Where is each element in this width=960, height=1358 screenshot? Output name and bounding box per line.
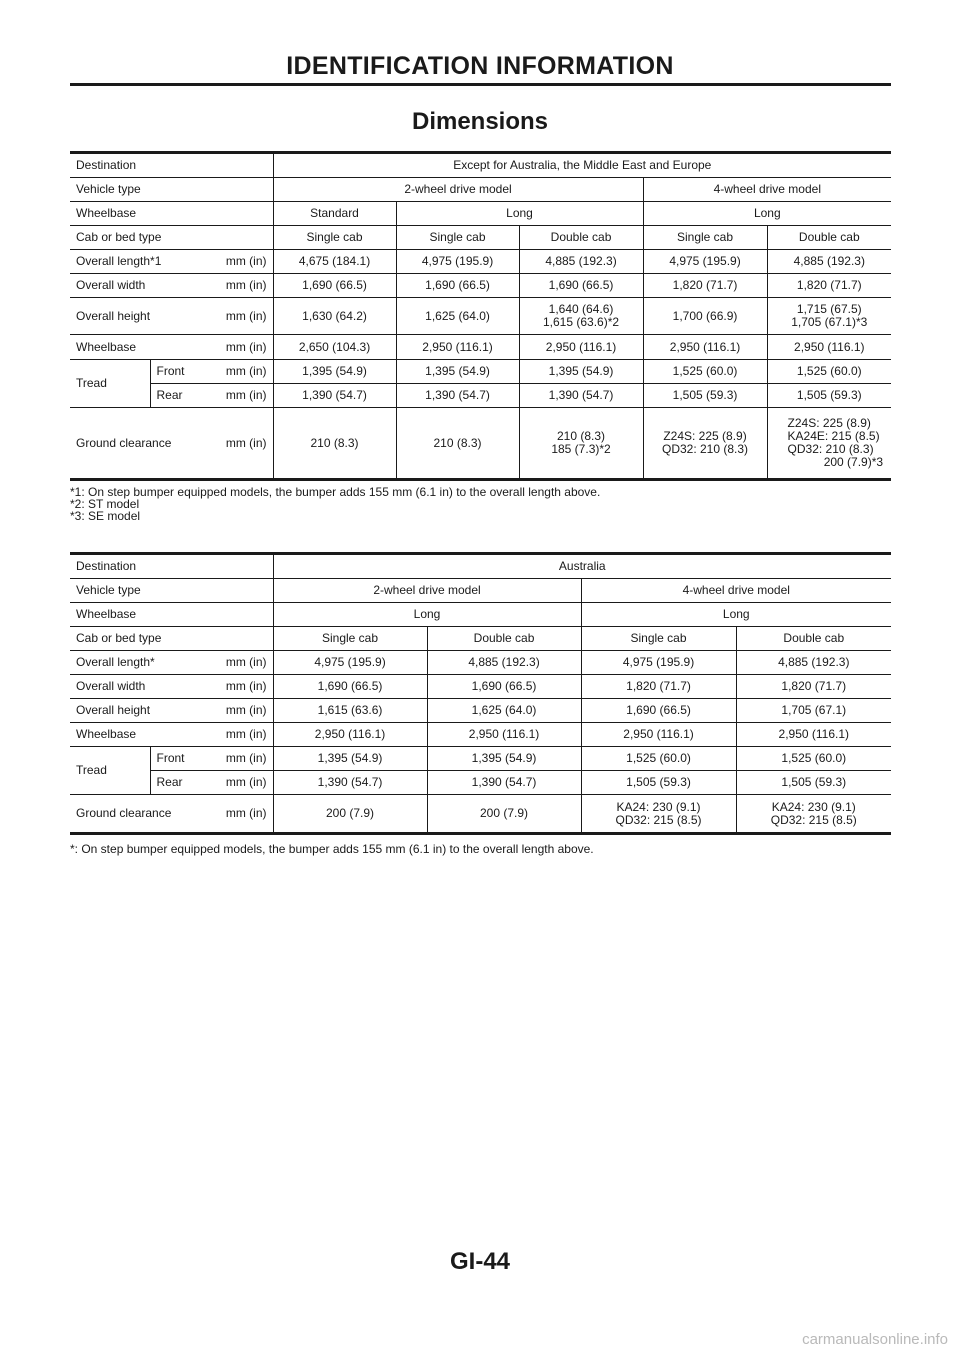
row-label: Front <box>156 751 185 765</box>
table-row <box>70 554 891 579</box>
value-cell: 1,615 (63.6) <box>273 699 427 723</box>
footnote: *3: SE model <box>70 509 141 523</box>
value-cell: 4,975 (195.9) <box>581 651 736 675</box>
dimensions-table-general <box>70 151 891 481</box>
value-cell: KA24: 230 (9.1) QD32: 215 (8.5) <box>581 795 736 834</box>
value-cell: 1,820 (71.7) <box>581 675 736 699</box>
row-label-cell <box>70 723 273 747</box>
value-cell: 210 (8.3) 185 (7.3)*2 <box>519 408 643 480</box>
value-cell: 2,950 (116.1) <box>519 335 643 360</box>
table-row <box>70 651 891 675</box>
value-line: KA24E: 215 (8.5) <box>787 429 880 443</box>
value-cell: 1,525 (60.0) <box>581 747 736 771</box>
value-cell: 1,690 (66.5) <box>273 675 427 699</box>
row-unit: mm (in) <box>225 339 267 354</box>
row-label: Front <box>156 364 185 378</box>
value-cell: 2,950 (116.1) <box>273 723 427 747</box>
wheelbase-type-cell: Long <box>581 603 891 627</box>
value-cell: 1,390 (54.7) <box>519 384 643 408</box>
row-label-cell <box>70 675 273 699</box>
footnote: *1: On step bumper equipped models, the bumper adds 155 mm (6.1 in) to the overall length above. <box>70 485 601 499</box>
value-cell: 1,390 (54.7) <box>396 384 519 408</box>
row-unit: mm (in) <box>225 679 267 693</box>
destination-label: Destination <box>70 153 273 178</box>
footnote: *2: ST model <box>70 497 140 511</box>
value-cell: 1,505 (59.3) <box>643 384 767 408</box>
wheelbase-type-label: Wheelbase <box>70 202 273 226</box>
cab-type-label: Cab or bed type <box>70 627 273 651</box>
row-label-cell <box>150 771 273 795</box>
value-cell: 2,950 (116.1) <box>427 723 581 747</box>
cab-type-cell: Double cab <box>519 226 643 250</box>
row-label-cell <box>70 699 273 723</box>
value-cell: 2,950 (116.1) <box>581 723 736 747</box>
row-unit: mm (in) <box>225 278 267 292</box>
row-label-cell <box>70 408 273 480</box>
row-label-cell <box>150 384 273 408</box>
value-cell: 2,950 (116.1) <box>736 723 891 747</box>
value-cell: 1,525 (60.0) <box>767 360 891 384</box>
row-label-cell <box>70 795 273 834</box>
vehicle-type-cell: 2-wheel drive model <box>273 579 581 603</box>
table-row <box>70 384 891 408</box>
row-label: Overall height <box>76 703 151 717</box>
value-cell: 1,690 (66.5) <box>273 274 396 298</box>
destination-label: Destination <box>70 554 273 579</box>
value-cell: 1,690 (66.5) <box>519 274 643 298</box>
value-cell: 1,505 (59.3) <box>581 771 736 795</box>
table-row <box>70 627 891 651</box>
row-unit: mm (in) <box>225 775 267 789</box>
value-cell: 1,715 (67.5) 1,705 (67.1)*3 <box>767 298 891 335</box>
value-cell: 2,950 (116.1) <box>767 335 891 360</box>
row-unit: mm (in) <box>225 254 267 268</box>
destination-value: Except for Australia, the Middle East and Europe <box>273 153 891 178</box>
row-unit: mm (in) <box>225 751 267 765</box>
table-row <box>70 153 891 178</box>
value-line: 200 (7.9)*3 <box>823 455 884 469</box>
value-cell: Z24S: 225 (8.9) QD32: 210 (8.3) <box>643 408 767 480</box>
row-label: Overall width <box>76 679 146 693</box>
value-cell: 1,390 (54.7) <box>273 384 396 408</box>
row-unit: mm (in) <box>225 703 267 717</box>
table-row <box>70 675 891 699</box>
footnote: *: On step bumper equipped models, the bumper adds 155 mm (6.1 in) to the overall length above. <box>70 842 594 856</box>
table-row <box>70 274 891 298</box>
value-cell: 1,390 (54.7) <box>273 771 427 795</box>
value-cell: 1,395 (54.9) <box>427 747 581 771</box>
destination-value: Australia <box>273 554 891 579</box>
row-label: Rear <box>156 775 183 789</box>
value-cell: 1,395 (54.9) <box>396 360 519 384</box>
row-unit: mm (in) <box>225 435 267 450</box>
value-cell: 1,690 (66.5) <box>581 699 736 723</box>
value-cell: 1,690 (66.5) <box>427 675 581 699</box>
table-row <box>70 250 891 274</box>
table-row <box>70 360 891 384</box>
value-line: QD32: 210 (8.3) <box>787 442 874 456</box>
value-cell <box>767 408 891 480</box>
value-cell: 4,975 (195.9) <box>396 250 519 274</box>
row-label-cell <box>70 335 273 360</box>
value-cell: 1,630 (64.2) <box>273 298 396 335</box>
row-label: Overall length* <box>76 655 155 669</box>
tread-label: Tread <box>70 360 150 408</box>
cab-type-cell: Double cab <box>427 627 581 651</box>
wheelbase-type-cell: Long <box>273 603 581 627</box>
value-line: Z24S: 225 (8.9) <box>787 416 871 430</box>
value-cell: 2,950 (116.1) <box>643 335 767 360</box>
wheelbase-type-cell: Standard <box>273 202 396 226</box>
watermark: carmanualsonline.info <box>802 1331 948 1348</box>
vehicle-type-cell: 4-wheel drive model <box>643 178 891 202</box>
value-cell: 1,505 (59.3) <box>767 384 891 408</box>
table-row <box>70 335 891 360</box>
section-title: Dimensions <box>411 108 549 135</box>
value-cell: 1,505 (59.3) <box>736 771 891 795</box>
cab-type-cell: Single cab <box>273 226 396 250</box>
table-row <box>70 202 891 226</box>
table-row <box>70 298 891 335</box>
value-cell: 1,700 (66.9) <box>643 298 767 335</box>
value-cell: KA24: 230 (9.1) QD32: 215 (8.5) <box>736 795 891 834</box>
row-unit: mm (in) <box>225 308 267 323</box>
dimensions-table-australia <box>70 552 891 835</box>
row-label-cell <box>150 360 273 384</box>
table-row <box>70 226 891 250</box>
table-row <box>70 603 891 627</box>
value-cell: 4,885 (192.3) <box>519 250 643 274</box>
value-cell: 4,975 (195.9) <box>273 651 427 675</box>
row-unit: mm (in) <box>225 388 267 402</box>
value-cell: 210 (8.3) <box>396 408 519 480</box>
tread-label: Tread <box>70 747 150 795</box>
value-cell: 1,625 (64.0) <box>396 298 519 335</box>
value-cell: 1,525 (60.0) <box>643 360 767 384</box>
header-rule <box>70 83 891 86</box>
value-cell: 4,885 (192.3) <box>736 651 891 675</box>
value-cell: 4,675 (184.1) <box>273 250 396 274</box>
row-label: Overall height <box>76 308 151 323</box>
table-row <box>70 795 891 834</box>
value-cell: 2,650 (104.3) <box>273 335 396 360</box>
table2-notes <box>70 843 891 855</box>
row-label: Ground clearance <box>76 435 172 450</box>
value-cell: 1,820 (71.7) <box>767 274 891 298</box>
vehicle-type-cell: 2-wheel drive model <box>273 178 643 202</box>
value-cell: 1,705 (67.1) <box>736 699 891 723</box>
cab-type-label: Cab or bed type <box>70 226 273 250</box>
cab-type-cell: Double cab <box>767 226 891 250</box>
table-row <box>70 408 891 480</box>
page-header-title: IDENTIFICATION INFORMATION <box>286 52 674 80</box>
row-unit: mm (in) <box>225 727 267 741</box>
row-label: Overall length*1 <box>76 254 162 268</box>
row-unit: mm (in) <box>225 364 267 378</box>
table-row <box>70 579 891 603</box>
vehicle-type-cell: 4-wheel drive model <box>581 579 891 603</box>
value-cell: 2,950 (116.1) <box>396 335 519 360</box>
row-label: Wheelbase <box>76 727 137 741</box>
value-cell: 1,395 (54.9) <box>273 360 396 384</box>
table-row <box>70 747 891 771</box>
row-label-cell <box>70 274 273 298</box>
row-label: Rear <box>156 388 183 402</box>
row-unit: mm (in) <box>225 806 267 820</box>
vehicle-type-label: Vehicle type <box>70 178 273 202</box>
value-cell: 1,640 (64.6) 1,615 (63.6)*2 <box>519 298 643 335</box>
row-label-cell <box>70 250 273 274</box>
value-cell: 4,975 (195.9) <box>643 250 767 274</box>
table-row <box>70 178 891 202</box>
value-cell: 1,625 (64.0) <box>427 699 581 723</box>
row-label-cell <box>70 651 273 675</box>
value-cell: 210 (8.3) <box>273 408 396 480</box>
row-label-cell <box>70 298 273 335</box>
table-row <box>70 723 891 747</box>
cab-type-cell: Single cab <box>643 226 767 250</box>
wheelbase-type-cell: Long <box>396 202 643 226</box>
value-cell: 1,395 (54.9) <box>273 747 427 771</box>
table-row <box>70 699 891 723</box>
value-cell: 1,820 (71.7) <box>643 274 767 298</box>
value-cell: 1,525 (60.0) <box>736 747 891 771</box>
value-cell: 4,885 (192.3) <box>767 250 891 274</box>
value-cell: 1,690 (66.5) <box>396 274 519 298</box>
cab-type-cell: Single cab <box>396 226 519 250</box>
wheelbase-type-label: Wheelbase <box>70 603 273 627</box>
value-cell: 1,395 (54.9) <box>519 360 643 384</box>
value-cell: 1,820 (71.7) <box>736 675 891 699</box>
row-label: Ground clearance <box>76 806 172 820</box>
row-label: Overall width <box>76 278 146 292</box>
cab-type-cell: Single cab <box>273 627 427 651</box>
page-number: GI-44 <box>449 1248 511 1275</box>
cab-type-cell: Single cab <box>581 627 736 651</box>
row-label: Wheelbase <box>76 339 137 354</box>
value-cell: 1,390 (54.7) <box>427 771 581 795</box>
value-cell: 200 (7.9) <box>427 795 581 834</box>
vehicle-type-label: Vehicle type <box>70 579 273 603</box>
row-label-cell <box>150 747 273 771</box>
table1-notes <box>70 486 891 522</box>
wheelbase-type-cell: Long <box>643 202 891 226</box>
table-row <box>70 771 891 795</box>
value-cell: 4,885 (192.3) <box>427 651 581 675</box>
row-unit: mm (in) <box>225 655 267 669</box>
cab-type-cell: Double cab <box>736 627 891 651</box>
value-cell: 200 (7.9) <box>273 795 427 834</box>
